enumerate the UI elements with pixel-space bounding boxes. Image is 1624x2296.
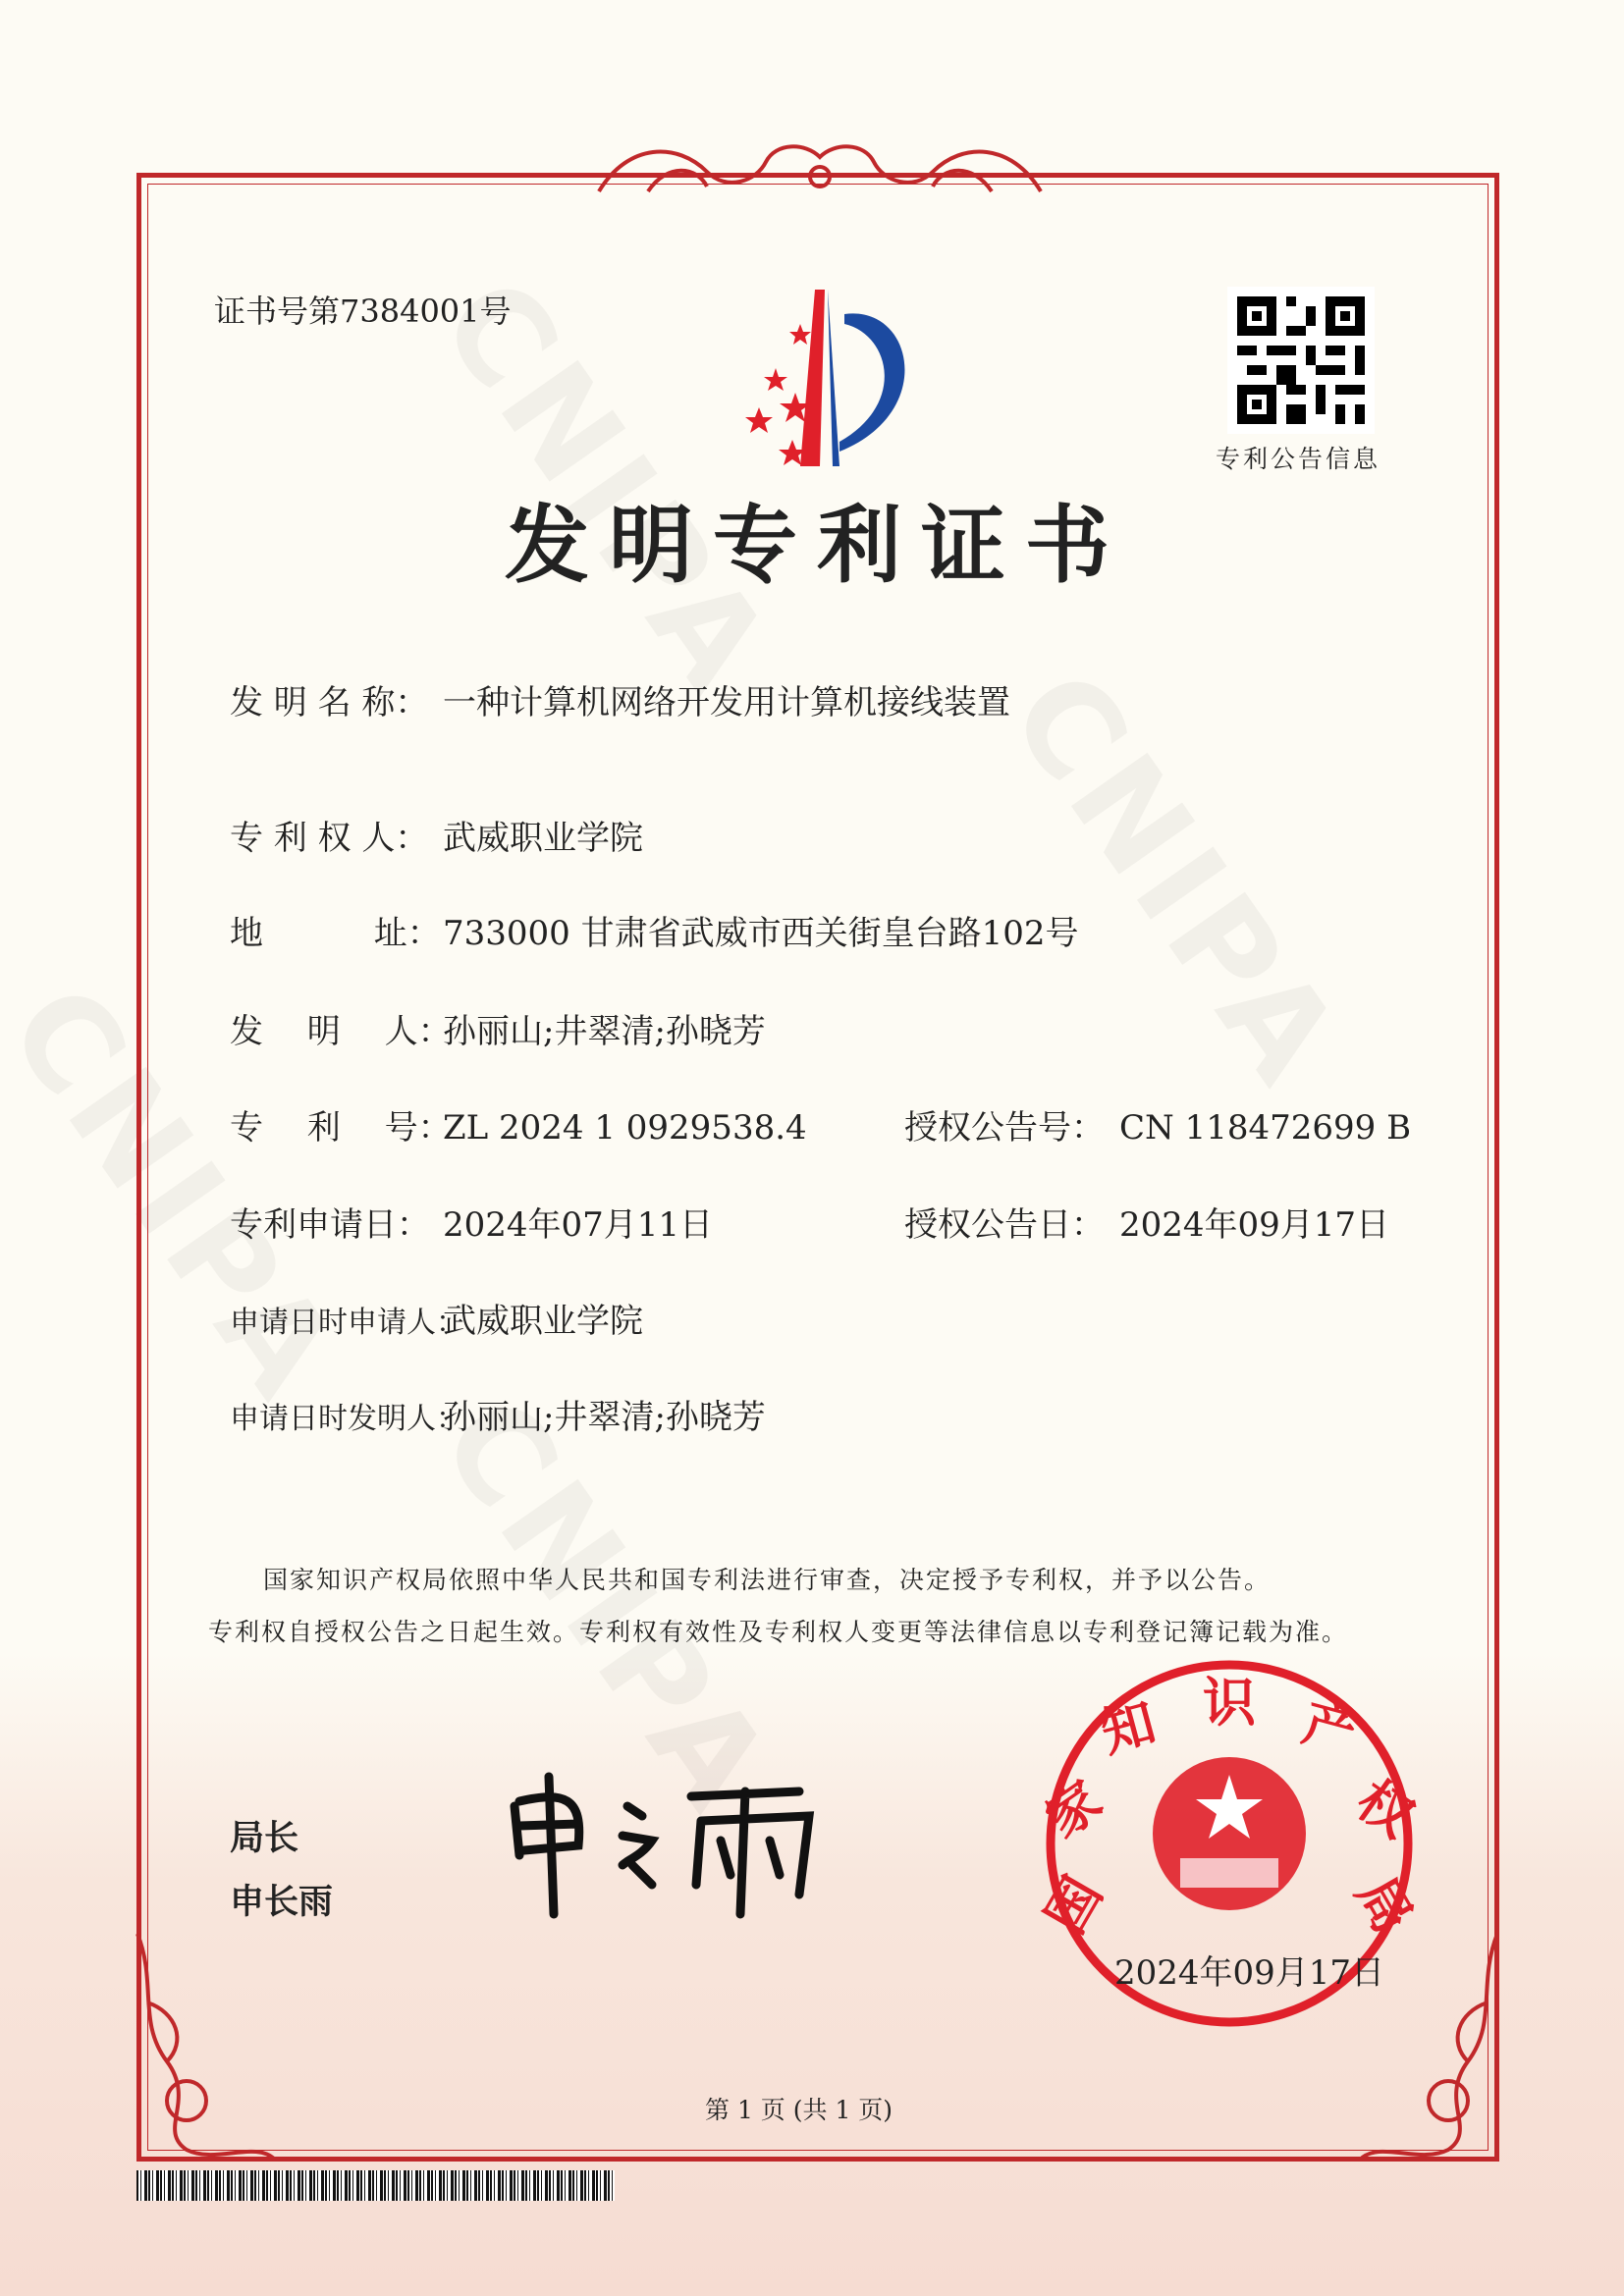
- svg-text:识: 识: [1203, 1672, 1256, 1734]
- svg-text:局: 局: [1344, 1866, 1425, 1944]
- grant-publication-number-field: 授权公告号： CN 118472699 B: [904, 1108, 1412, 1148]
- certificate-number: 证书号第7384001号: [214, 293, 512, 330]
- svg-text:知: 知: [1094, 1690, 1163, 1765]
- invention-name-field: 发 明 名 称： 一种计算机网络开发用计算机接线装置: [230, 683, 1010, 722]
- statement-line: 国家知识产权局依照中华人民共和国专利法进行审查，决定授予专利权，并予以公告。: [263, 1566, 1272, 1594]
- svg-text:国: 国: [1034, 1866, 1114, 1944]
- barcode: [136, 2170, 615, 2201]
- top-ornament: [589, 133, 1051, 211]
- inventor-at-filing-field: 申请日时发明人：孙丽山;井翠清;孙晓芳: [230, 1398, 766, 1437]
- patentee-field: 专 利 权 人： 武威职业学院: [230, 819, 643, 858]
- inventor-field: 发 明 人：孙丽山;井翠清;孙晓芳: [230, 1012, 766, 1051]
- cnipa-logo: [702, 285, 938, 471]
- applicant-at-filing-field: 申请日时申请人：武威职业学院: [230, 1302, 643, 1341]
- signatory-name: 申长雨: [230, 1883, 334, 1922]
- svg-text:权: 权: [1345, 1768, 1425, 1850]
- grant-publication-date-field: 授权公告日： 2024年09月17日: [904, 1205, 1390, 1245]
- qr-label: 专利公告信息: [1216, 445, 1381, 473]
- page-footer: 第 1 页 (共 1 页): [705, 2096, 893, 2124]
- corner-ornament-right: [1350, 1924, 1507, 2169]
- address-field: 地 址：733000 甘肃省武威市西关街皇台路102号: [230, 914, 1079, 953]
- page-title: 发明专利证书: [505, 497, 1129, 595]
- handwritten-signature: [505, 1767, 839, 1924]
- filing-date-field: 专利申请日： 2024年07月11日: [230, 1205, 714, 1245]
- patent-number-field: 专 利 号：ZL 2024 1 0929538.4: [230, 1108, 807, 1148]
- signatory-title: 局长: [230, 1819, 299, 1858]
- seal-date: 2024年09月17日: [1114, 1953, 1385, 1993]
- corner-ornament-left: [128, 1924, 285, 2169]
- qr-code[interactable]: [1227, 287, 1375, 434]
- svg-text:产: 产: [1296, 1690, 1365, 1765]
- statement-line: 专利权自授权公告之日起生效。专利权有效性及专利权人变更等法律信息以专利登记簿记载为准。: [208, 1618, 1349, 1646]
- svg-text:家: 家: [1034, 1768, 1113, 1850]
